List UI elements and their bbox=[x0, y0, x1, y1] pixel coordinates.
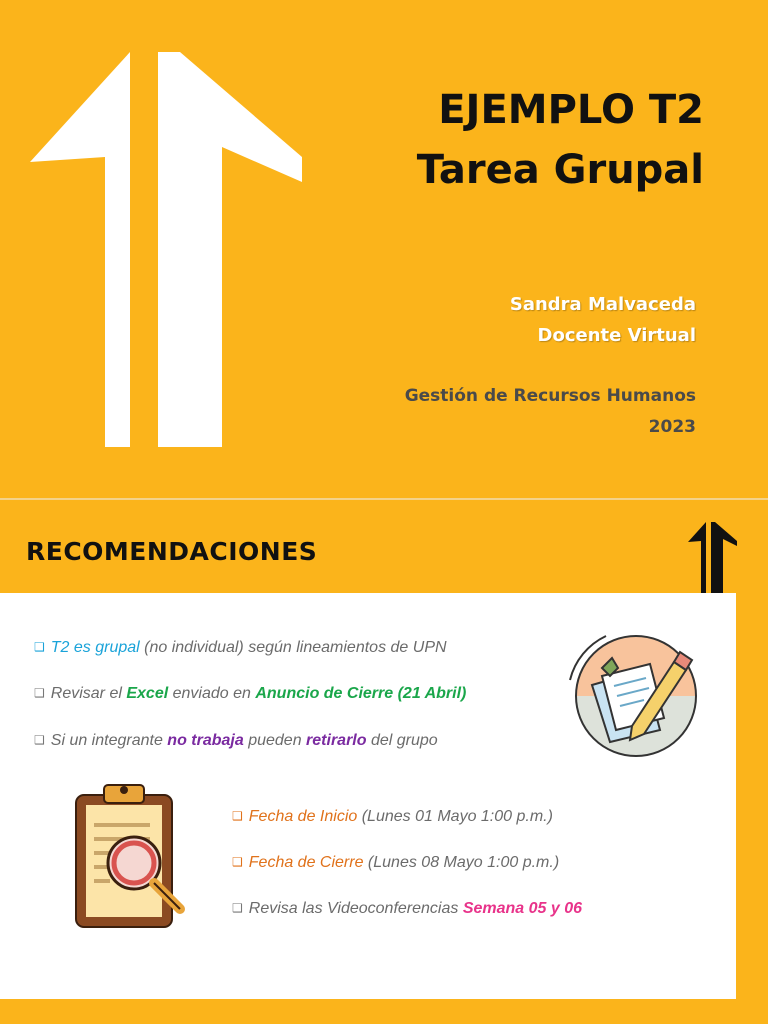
list-item: ❑ T2 es grupal (no individual) según lineamientos de UPN bbox=[34, 639, 447, 656]
page-title bbox=[417, 80, 704, 200]
notes-pencil-icon bbox=[566, 630, 706, 760]
checkbox-icon: ❑ bbox=[232, 855, 243, 869]
course-name: Gestión de Recursos Humanos bbox=[404, 386, 696, 406]
list-item: ❑ Revisar el Excel enviado en Anuncio de Cierre (21 Abril) bbox=[34, 685, 467, 702]
double-arrow-logo-icon bbox=[688, 522, 738, 594]
checkbox-icon: ❑ bbox=[232, 901, 243, 915]
double-arrow-logo-icon bbox=[30, 52, 310, 447]
course-year: 2023 bbox=[648, 417, 696, 437]
content-panel bbox=[0, 593, 736, 999]
date-item-end: ❑ Fecha de Cierre (Lunes 08 Mayo 1:00 p.m.) bbox=[232, 854, 560, 871]
cover-slide bbox=[0, 0, 768, 498]
author-role: Docente Virtual bbox=[537, 325, 696, 346]
title-line-2: Tarea Grupal bbox=[416, 147, 704, 193]
date-item-videos: ❑ Revisa las Videoconferencias Semana 05 y 06 bbox=[232, 900, 583, 917]
title-line-1: EJEMPLO T2 bbox=[438, 87, 704, 133]
clipboard-magnifier-icon bbox=[60, 781, 195, 929]
checkbox-icon: ❑ bbox=[34, 733, 45, 747]
course-block bbox=[405, 381, 696, 443]
checkbox-icon: ❑ bbox=[232, 809, 243, 823]
section-heading: RECOMENDACIONES bbox=[26, 537, 318, 566]
date-item-start: ❑ Fecha de Inicio (Lunes 01 Mayo 1:00 p.m.) bbox=[232, 808, 553, 825]
list-item: ❑ Si un integrante no trabaja pueden retirarlo del grupo bbox=[34, 732, 438, 749]
checkbox-icon: ❑ bbox=[34, 686, 45, 700]
recommendations-slide bbox=[0, 500, 768, 1024]
checkbox-icon: ❑ bbox=[34, 640, 45, 654]
author-name: Sandra Malvaceda bbox=[509, 294, 696, 315]
author-block bbox=[510, 289, 696, 351]
